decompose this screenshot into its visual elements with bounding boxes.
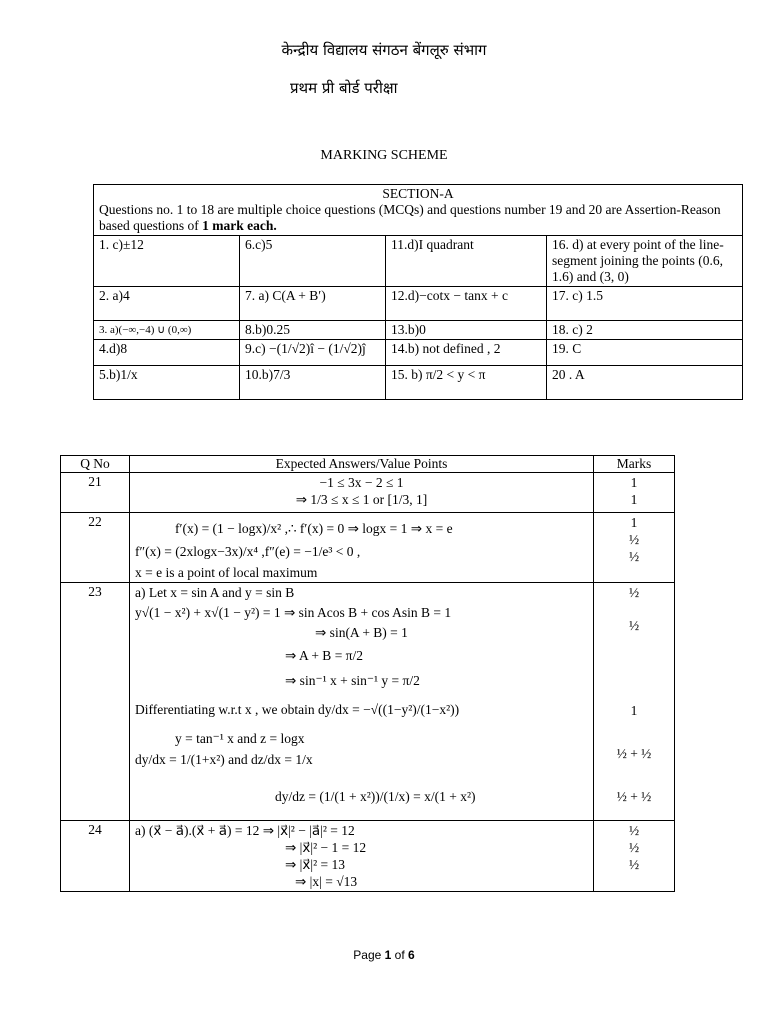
section-a-header-row (94, 185, 743, 236)
answer-row-24 (61, 821, 675, 892)
answer-row-21 (61, 473, 675, 513)
section-a-header-cell (94, 185, 743, 236)
col-expected: Expected Answers/Value Points (130, 456, 594, 473)
answer-row-22 (61, 513, 675, 583)
mark: ½ + ½ (616, 746, 652, 761)
mcq-answer: 3. a)(−∞,−4) ∪ (0,∞) (94, 321, 240, 340)
mark: ½ (628, 532, 640, 547)
mcq-answer: 1. c)±12 (94, 236, 240, 287)
answer-row-23 (61, 583, 675, 821)
answers-header-row (61, 456, 675, 473)
mcq-answer: 18. c) 2 (547, 321, 743, 340)
mcq-answer: 2. a)4 (94, 287, 240, 321)
mcq-answer: 17. c) 1.5 (547, 287, 743, 321)
answer-line: y√(1 − x²) + x√(1 − y²) = 1 ⇒ sin Acos B + cos Asin B = 1 (135, 605, 452, 620)
section-heading: SECTION-A (382, 186, 454, 201)
marks-cell (594, 513, 675, 583)
mark: ½ (628, 857, 640, 872)
marks-cell (594, 583, 675, 821)
section-intro-bold: 1 mark each. (202, 218, 277, 233)
answer-cell (130, 583, 594, 821)
answer-line: dy/dz = (1/(1 + x²))/(1/x) = x/(1 + x²) (275, 789, 476, 804)
mark: ½ (628, 618, 640, 633)
mcq-answer: 7. a) C(A + B′) (240, 287, 386, 321)
mcq-row (94, 321, 743, 340)
mcq-answer: 12.d)−cotx − tanx + c (386, 287, 547, 321)
header-exam: प्रथम प्री बोर्ड परीक्षा (290, 79, 398, 97)
footer-middle: of (391, 948, 409, 962)
answer-line: ⇒ sin(A + B) = 1 (315, 625, 408, 640)
footer-page: 1 (384, 948, 392, 962)
mcq-answer: 9.c) −(1/√2)î − (1/√2)ĵ (240, 340, 386, 366)
answer-line: a) Let x = sin A and y = sin B (135, 585, 295, 600)
mark: ½ (628, 840, 640, 855)
mcq-row (94, 366, 743, 400)
question-number: 24 (61, 821, 130, 892)
answers-table (60, 455, 675, 892)
mcq-answer: 13.b)0 (386, 321, 547, 340)
answer-line: dy/dx = 1/(1+x²) and dz/dx = 1/x (135, 752, 313, 767)
mark: ½ + ½ (616, 789, 652, 804)
mark: ½ (628, 823, 640, 838)
mcq-row (94, 236, 743, 287)
mcq-answer: 11.d)I quadrant (386, 236, 547, 287)
mark: ½ (628, 585, 640, 600)
page-title: MARKING SCHEME (320, 148, 448, 163)
answer-line: x = e is a point of local maximum (135, 565, 318, 580)
page-footer (0, 948, 768, 962)
answer-line: ⇒ |x| = √13 (295, 874, 358, 889)
mcq-answer: 14.b) not defined , 2 (386, 340, 547, 366)
mcq-row (94, 340, 743, 366)
footer-total: 6 (408, 948, 415, 962)
answer-line: f′(x) = (1 − logx)/x² ,∴ f′(x) = 0 ⇒ logx = 1 ⇒ x = e (175, 521, 453, 536)
question-number: 21 (61, 473, 130, 513)
col-marks: Marks (594, 456, 675, 473)
answer-cell (130, 821, 594, 892)
question-number: 22 (61, 513, 130, 583)
answer-line: Differentiating w.r.t x , we obtain dy/dx = −√((1−y²)/(1−x²)) (135, 702, 460, 717)
answer-line: a) (x⃗ − a⃗).(x⃗ + a⃗) = 12 ⇒ |x⃗|² − |a⃗|² = 12 (135, 823, 355, 838)
mcq-answer: 8.b)0.25 (240, 321, 386, 340)
answer-cell (130, 473, 594, 513)
mcq-row (94, 287, 743, 321)
section-intro: Questions no. 1 to 18 are multiple choice questions (MCQs) and questions number 19 and 20 are Assertion-Reason based questions of (99, 202, 721, 233)
mark: ½ (628, 549, 640, 564)
mark: 1 (630, 492, 638, 507)
mcq-answer: 5.b)1/x (94, 366, 240, 400)
answer-line: ⇒ 1/3 ≤ x ≤ 1 or [1/3, 1] (295, 492, 428, 507)
section-a-table (93, 184, 743, 400)
mcq-answer: 16. d) at every point of the line-segment joining the points (0.6, 1.6) and (3, 0) (547, 236, 743, 287)
mcq-answer: 19. C (547, 340, 743, 366)
footer-prefix: Page (353, 948, 385, 962)
header-org: केन्द्रीय विद्यालय संगठन बेंगलूरु संभाग (281, 41, 487, 59)
answer-line: ⇒ |x⃗|² − 1 = 12 (285, 840, 367, 855)
mcq-answer: 20 . A (547, 366, 743, 400)
answer-line: f″(x) = (2xlogx−3x)/x⁴ ,f″(e) = −1/e³ < 0 , (135, 544, 361, 559)
mcq-answer: 10.b)7/3 (240, 366, 386, 400)
answer-line: −1 ≤ 3x − 2 ≤ 1 (319, 475, 404, 490)
mark: 1 (630, 703, 638, 718)
mark: 1 (630, 475, 638, 490)
marks-cell (594, 821, 675, 892)
answer-line: ⇒ |x⃗|² = 13 (285, 857, 345, 872)
mark: 1 (630, 515, 638, 530)
answer-cell (130, 513, 594, 583)
mcq-answer: 4.d)8 (94, 340, 240, 366)
mcq-answer: 6.c)5 (240, 236, 386, 287)
mcq-answer: 15. b) π/2 < y < π (386, 366, 547, 400)
question-number: 23 (61, 583, 130, 821)
answer-line: y = tan⁻¹ x and z = logx (175, 731, 305, 746)
answer-line: ⇒ sin⁻¹ x + sin⁻¹ y = π/2 (285, 673, 420, 688)
col-qno: Q No (61, 456, 130, 473)
answer-line: ⇒ A + B = π/2 (285, 648, 363, 663)
marks-cell (594, 473, 675, 513)
